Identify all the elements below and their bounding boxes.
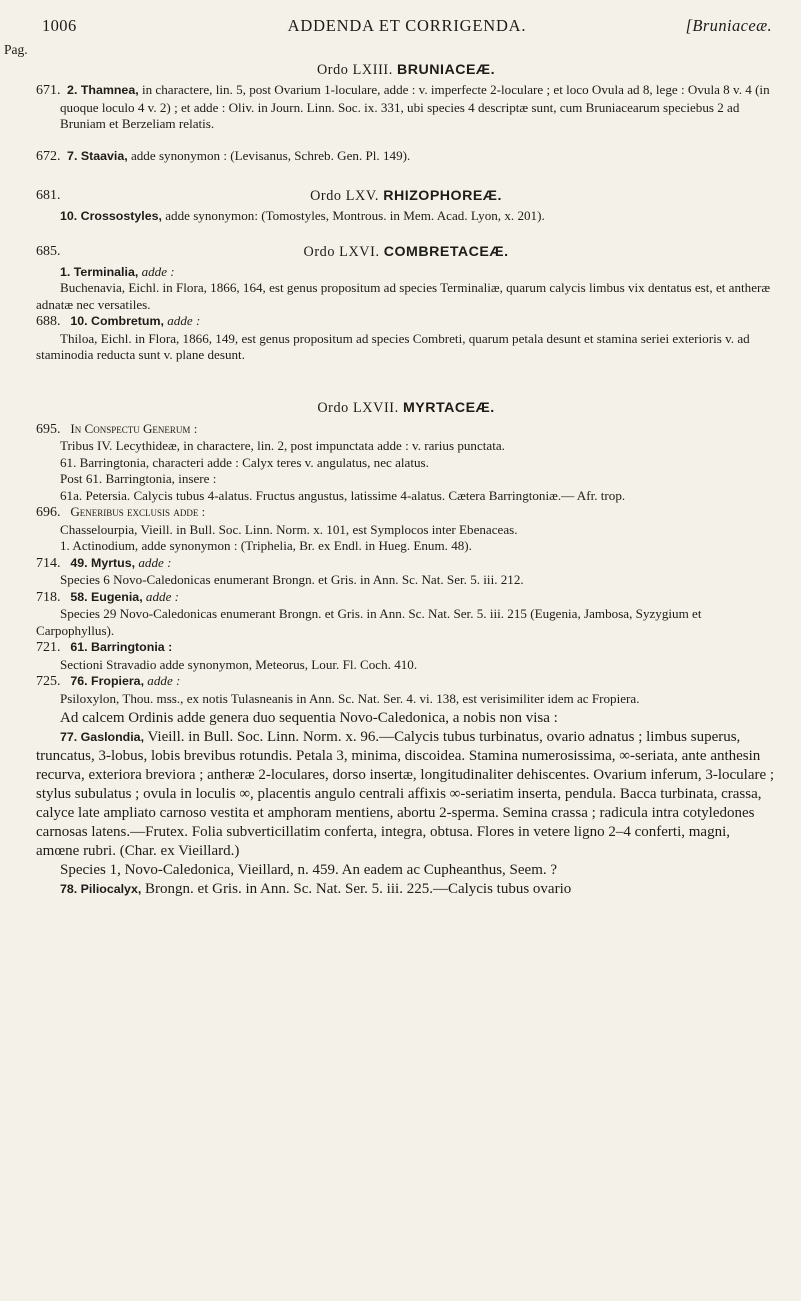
page-ref: 681. bbox=[36, 188, 61, 203]
ordo-name: COMBRETACEÆ. bbox=[383, 244, 509, 260]
conspectus-line: Post 61. Barringtonia, insere : bbox=[60, 471, 217, 486]
entry-695 bbox=[36, 421, 776, 439]
ordo-number: Ordo LXIII. bbox=[316, 62, 393, 78]
page-ref: 696. bbox=[36, 505, 61, 520]
entry-718 bbox=[36, 589, 776, 607]
genus-name: 78. Piliocalyx, bbox=[60, 882, 142, 896]
ordo-number: Ordo LXVI. bbox=[303, 244, 380, 260]
genus-name: 1. Terminalia, bbox=[60, 264, 139, 279]
page-ref: 671. bbox=[36, 83, 61, 98]
genera-addenda bbox=[36, 709, 776, 899]
entry-body: Thiloa, Eichl. in Flora, 1866, 149, est genus propositum ad species Combreti, quarum petala desunt et stamina seriei exterioris v. ad staminodia reducta sunt v. plane desunt. bbox=[36, 330, 750, 362]
ordo-heading bbox=[36, 62, 776, 79]
section-myrtaceae bbox=[36, 400, 776, 899]
page-ref: 688. bbox=[36, 314, 61, 329]
genus-name: 10. Crossostyles, bbox=[60, 208, 162, 223]
genus-name: 76. Fropiera, bbox=[70, 674, 145, 688]
entry-body: Buchenavia, Eichl. in Flora, 1866, 164, est genus propositum ad species Terminaliæ, quarum calycis limbus vix dentatus est, et antheræ adnatæ nec versatiles. bbox=[36, 280, 771, 312]
page-ref: 714. bbox=[36, 555, 61, 571]
adde-label: adde : bbox=[147, 673, 181, 688]
ordo-heading bbox=[36, 400, 776, 417]
species-note: Species 1, Novo-Caledonica, Vieillard, n. 459. An eadem ac Cupheanthus, Seem. ? bbox=[60, 862, 558, 878]
ordo-heading bbox=[36, 188, 776, 205]
entry-body: Sectioni Stravadio adde synonymon, Meteorus, Lour. Fl. Coch. 410. bbox=[60, 656, 418, 672]
genus-line bbox=[36, 264, 776, 281]
adde-label: adde : bbox=[167, 313, 201, 328]
entry-body: adde synonymon: (Tomostyles, Montrous. in Mem. Acad. Lyon, x. 201). bbox=[165, 207, 545, 223]
genus-name: 49. Myrtus, bbox=[70, 555, 136, 570]
page-ref: 725. bbox=[36, 674, 61, 689]
intro-text: Ad calcem Ordinis adde genera duo sequentia Novo-Caledonica, a nobis non visa : bbox=[60, 710, 558, 726]
page-number: 1006 bbox=[42, 16, 77, 35]
exclusis-line: 1. Actinodium, adde synonymon : (Triphelia, Br. ex Endl. in Hueg. Enum. 48). bbox=[60, 538, 472, 553]
genus-description: Brongn. et Gris. in Ann. Sc. Nat. Ser. 5. iii. 225.—Calycis tubus ovario bbox=[145, 881, 572, 897]
ordo-name: BRUNIACEÆ. bbox=[397, 62, 496, 78]
section-rhizophoreae bbox=[36, 188, 776, 224]
entry-text bbox=[36, 148, 776, 166]
genus-name: 10. Combretum, bbox=[70, 314, 164, 328]
entry-721 bbox=[36, 639, 776, 657]
ordo-number: Ordo LXV. bbox=[310, 188, 380, 204]
page-ref: 695. bbox=[36, 421, 61, 437]
page-ref: 672. bbox=[36, 149, 61, 164]
genus-77 bbox=[36, 728, 776, 861]
genus-name: 2. Thamnea, bbox=[67, 83, 139, 97]
adde-label: adde : bbox=[145, 588, 180, 604]
genus-name: 7. Staavia, bbox=[67, 149, 128, 163]
ordo-heading bbox=[36, 244, 776, 261]
entry-text bbox=[36, 208, 776, 225]
entry-text bbox=[36, 82, 776, 133]
entry-body: Psiloxylon, Thou. mss., ex notis Tulasneanis in Ann. Sc. Nat. Ser. 4. vi. 138, est verisimiliter idem ac Fropiera. bbox=[60, 690, 640, 706]
pag-label: Pag. bbox=[4, 42, 28, 57]
genus-description: Vieill. in Bull. Soc. Linn. Norm. x. 96.—Calycis tubus turbinatus, ovario adnatus ; limbus superus, truncatus, 3-lobus, lobis brevibus rotundis. Petala 3, minima, discoidea. Stamina numerosissima, ∞-seriata, ante anthesin recurva, exteriora breviora ; antheræ 2-loculares, dorso insertæ, longitudinaliter dehiscentes. Ovarium inferum, 3-loculare ; stylus subulatus ; ovula in loculis ∞, placentis angulo centrali affixis ∞-seriatim inserta, pendula. Bacca turbinata, crassa, calyce late ampliato carnoso vestita et amphoram mentiens, abortu 2-sperma. Semina crassa ; radicula intra cotyledones carnosas latens.—Frutex. Folia subverticillatim conferta, integra, obtusa. Flores in vetere ligno 2–4 conferti, magni, amœne rubri. (Char. ex Vieillard.) bbox=[36, 729, 775, 859]
ordo-name: RHIZOPHOREÆ. bbox=[383, 188, 502, 204]
genus-line bbox=[36, 313, 776, 331]
adde-label: adde : bbox=[138, 554, 172, 570]
section-combretaceae bbox=[36, 244, 776, 364]
conspectus-line: Tribus IV. Lecythideæ, in charactere, lin. 2, post impunctata adde : v. rarius punctata. bbox=[60, 438, 505, 453]
running-header bbox=[42, 16, 772, 38]
entry-671 bbox=[36, 82, 776, 133]
genus-78 bbox=[36, 880, 776, 899]
exclusis-line: Chasselourpia, Vieill. in Bull. Soc. Linn. Norm. x. 101, est Symplocos inter Ebenaceas. bbox=[60, 521, 518, 537]
ordo-name: MYRTACEÆ. bbox=[402, 400, 495, 416]
entry-672 bbox=[36, 148, 776, 166]
conspectus-line: 61. Barringtonia, characteri adde : Calyx teres v. angulatus, nec alatus. bbox=[60, 454, 429, 470]
entry-body: adde synonymon : (Levisanus, Schreb. Gen. Pl. 149). bbox=[130, 148, 411, 163]
entry-725 bbox=[36, 673, 776, 691]
page-ref: 718. bbox=[36, 589, 61, 605]
family-heading: [Bruniaceæ. bbox=[685, 16, 772, 35]
page-ref: 721. bbox=[36, 640, 61, 655]
entry-body: Species 29 Novo-Caledonicas enumerant Brongn. et Gris. in Ann. Sc. Nat. Ser. 5. iii. 215 (Eugenia, Jambosa, Syzygium et Carpophyllus). bbox=[36, 606, 702, 638]
entry-body: in charactere, lin. 5, post Ovarium 1-loculare, adde : v. imperfecte 2-loculare ; et loco Ovula ad 8, lege : Ovula 8 v. 4 (in quoque loculo 4 v. 2) ; et adde : Oliv. in Journ. Linn. Soc. ix. 331, ubi species 4 descriptæ sunt, cum Bruniacearum speciebus 2 ad Bruniam et Berzeliam relatis. bbox=[60, 82, 770, 131]
page-ref: 685. bbox=[36, 244, 61, 259]
ordo-number: Ordo LXVII. bbox=[317, 400, 399, 416]
genus-name: 77. Gaslondia, bbox=[60, 730, 145, 744]
conspectus-line: 61a. Petersia. Calycis tubus 4-alatus. Fructus angustus, latissime 4-alatus. Cætera Barringtoniæ.— Afr. trop. bbox=[60, 487, 626, 503]
genus-name: 61. Barringtonia : bbox=[70, 640, 173, 654]
exclusis-heading: Generibus exclusis adde : bbox=[70, 504, 206, 519]
genus-name: 58. Eugenia, bbox=[70, 589, 143, 604]
entry-696 bbox=[36, 504, 776, 522]
conspectus-heading: In Conspectu Generum : bbox=[70, 420, 198, 436]
page-title: ADDENDA ET CORRIGENDA. bbox=[287, 16, 527, 35]
adde-label: adde : bbox=[141, 263, 175, 279]
entry-body: Species 6 Novo-Caledonicas enumerant Brongn. et Gris. in Ann. Sc. Nat. Ser. 5. iii. 212. bbox=[60, 572, 524, 587]
section-bruniaceae bbox=[36, 62, 776, 79]
entry-714 bbox=[36, 555, 776, 573]
